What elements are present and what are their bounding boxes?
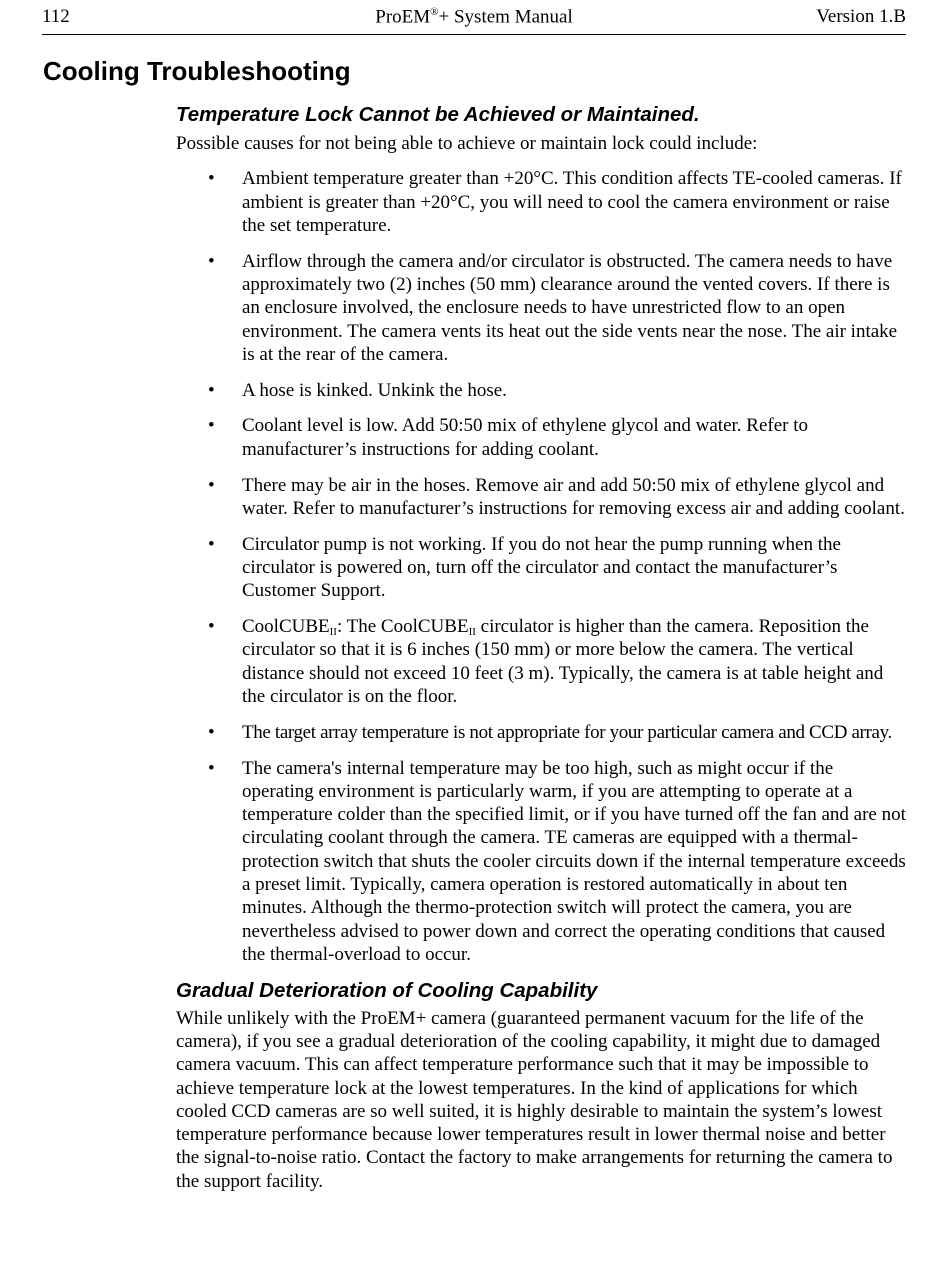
- bullet-icon: •: [208, 168, 215, 190]
- list-item: [176, 721, 908, 744]
- list-item-text: Ambient temperature greater than +20°C. This condition affects TE-cooled cameras. If ambient is greater than +20°C, you will need to cool the camera environment or raise the set temperature.: [242, 168, 902, 236]
- list-item-text: Coolant level is low. Add 50:50 mix of ethylene glycol and water. Refer to manufacturer’s instructions for adding coolant.: [242, 415, 809, 460]
- list-item-text: Circulator pump is not working. If you do not hear the pump running when the circulator is powered on, turn off the circulator and contact the manufacturer’s Customer Support.: [242, 533, 841, 602]
- list-item-text: There may be air in the hoses. Remove air and add 50:50 mix of ethylene glycol and water. Refer to manufacturer’s instructions for removing excess air and adding coolant.: [242, 474, 905, 519]
- bullet-icon: •: [208, 379, 215, 401]
- list-item: [176, 250, 908, 366]
- list-item-text: : The CoolCUBE: [336, 616, 469, 638]
- list-item: [176, 379, 908, 402]
- list-item: [176, 757, 908, 967]
- bullet-icon: •: [208, 616, 215, 638]
- list-item-coolcube: [176, 615, 908, 708]
- list-item: [176, 533, 908, 603]
- coolcube-subscript: II: [468, 626, 476, 639]
- bullet-icon: •: [208, 757, 215, 779]
- section-body: While unlikely with the ProEM+ camera (guaranteed permanent vacuum for the life of the camera), if you see a gradual deterioration of the cooling capability, it might due to damaged camera vacuum. This can affect temperature performance such that it may be impossible to achieve temperature lock at the lowest temperatures. In the kind of applications for which cooled CCD cameras are so well suited, it is highly desirable to maintain the system’s lowest temperature performance because lower temperatures result in lower thermal noise and better the signal-to-noise ratio. Contact the factory to make arrangements for returning the camera to the support facility.: [176, 1007, 893, 1192]
- section-lead: Possible causes for not being able to achieve or maintain lock could include:: [176, 133, 758, 154]
- manual-title-suffix: + System Manual: [438, 6, 573, 28]
- manual-title-name: ProEM: [375, 6, 431, 28]
- bullet-icon: •: [208, 533, 215, 555]
- page-number: 112: [42, 6, 70, 27]
- list-item-text: circulator is higher than the camera. Reposition the circulator so that it is 6 inches (150 mm) or more below the camera. The vertical distance should not exceed 10 feet (3 m). Typically, the camera is at table height and the circulator is on the floor.: [242, 616, 884, 707]
- manual-title: [42, 6, 906, 28]
- section-heading-temperature-lock: Temperature Lock Cannot be Achieved or Maintained.: [176, 103, 700, 126]
- version-label: Version 1.B: [816, 6, 906, 27]
- page-title: Cooling Troubleshooting: [43, 56, 351, 86]
- list-item: [176, 474, 908, 521]
- section-heading-gradual-deterioration: Gradual Deterioration of Cooling Capability: [176, 978, 598, 1002]
- list-item: [176, 414, 908, 461]
- bullet-icon: •: [208, 721, 215, 743]
- page-header: [42, 4, 906, 35]
- coolcube-name: CoolCUBE: [242, 616, 330, 638]
- coolcube-subscript: II: [329, 626, 337, 639]
- bullet-icon: •: [208, 415, 215, 437]
- list-item-text: Airflow through the camera and/or circulator is obstructed. The camera needs to have approximately two (2) inches (50 mm) clearance around the vented covers. If there is an enclosure involved, the enclosure needs to have unrestricted flow to an open environment. The camera vents its heat out the side vents near the nose. The air intake is at the rear of the camera.: [242, 250, 898, 365]
- list-item-text: The target array temperature is not appropriate for your particular camera and CCD array.: [242, 721, 892, 743]
- list-item: [176, 167, 908, 237]
- list-item-text: A hose is kinked. Unkink the hose.: [242, 379, 507, 401]
- list-item-text: The camera's internal temperature may be too high, such as might occur if the operating environment is particularly warm, if you are attempting to operate at a temperature colder than the specified limit, or if you have turned off the fan and are not circulating coolant through the camera. TE cameras are equipped with a thermal-protection switch that shuts the cooler circuits down if the internal temperature exceeds a preset limit. Typically, camera operation is restored automatically in about ten minutes. Although the thermo-protection switch will protect the camera, you are nevertheless advised to power down and correct the operating conditions that caused the thermal-overload to occur.: [242, 757, 906, 965]
- content: [176, 102, 908, 1193]
- causes-list: [176, 167, 908, 966]
- bullet-icon: •: [208, 250, 215, 272]
- bullet-icon: •: [208, 474, 215, 496]
- registered-mark: ®: [430, 6, 439, 18]
